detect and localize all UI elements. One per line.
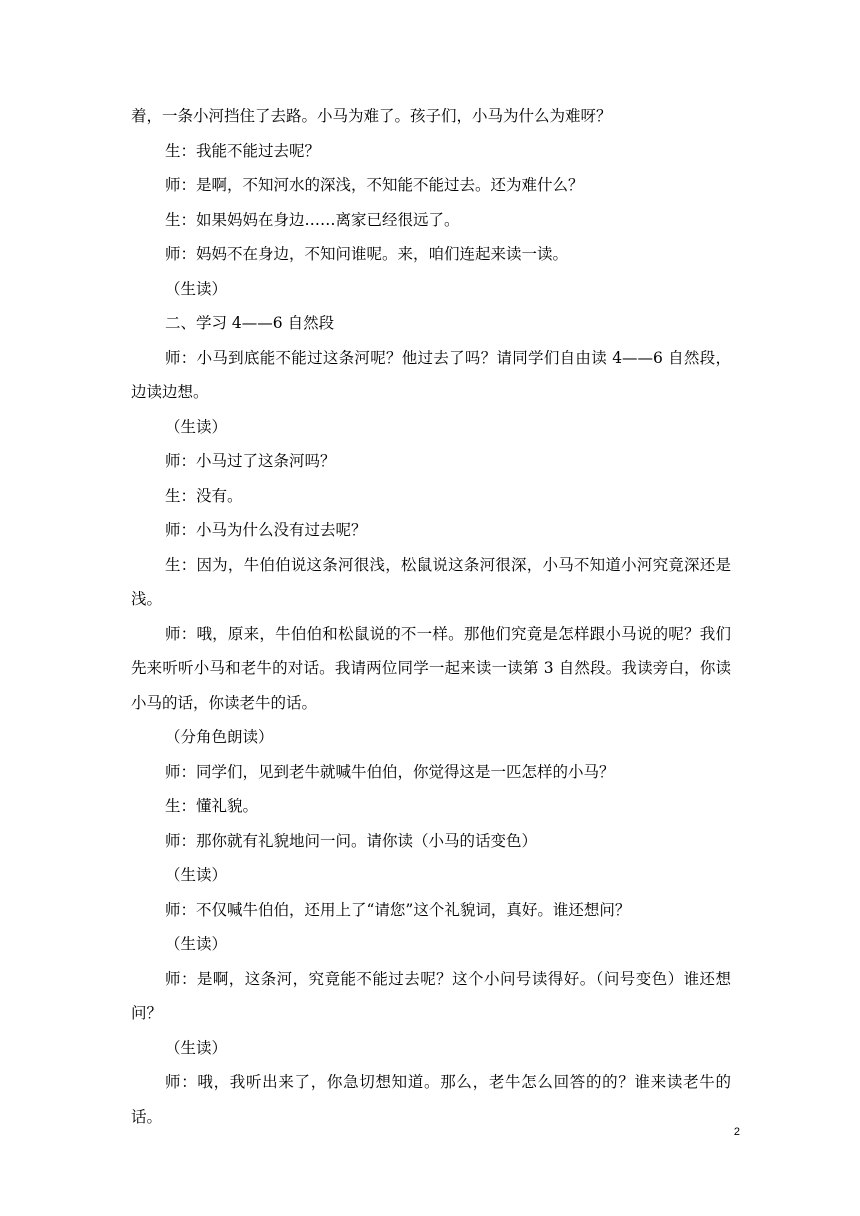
paragraph: 师：那你就有礼貌地问一问。请你读（小马的话变色）: [165, 831, 538, 850]
paragraph: 师：是啊，这条河，究竟能不能过去呢？这个小问号读得好。（问号变色）谁还想问？: [131, 969, 731, 1022]
paragraph: 生：没有。: [165, 486, 243, 505]
paragraph: 着，一条小河挡住了去路。小马为难了。孩子们，小马为什么为难呀？: [131, 107, 612, 125]
paragraph: （生读）: [165, 1038, 228, 1057]
paragraph: （分角色朗读）: [165, 728, 274, 746]
paragraph: （生读）: [165, 279, 228, 298]
paragraph: 师：不仅喊牛伯伯，还用上了“请您”这个礼貌词，真好。谁还想问？: [165, 900, 631, 919]
page-number: 2: [733, 1126, 740, 1138]
paragraph: （生读）: [165, 417, 228, 436]
paragraph: 师：小马到底能不能过这条河呢？他过去了吗？请同学们自由读 4——6 自然段，边读边想。: [131, 348, 731, 401]
paragraph: 师：小马过了这条河吗？: [165, 452, 336, 470]
paragraph: 生：我能不能过去呢？: [165, 141, 321, 160]
paragraph: 师：哦，我听出来了，你急切想知道。那么，老牛怎么回答的的？谁来读老牛的话。: [131, 1073, 731, 1126]
section-heading: 二、学习 4——6 自然段: [165, 314, 335, 332]
paragraph: 师：哦，原来，牛伯伯和松鼠说的不一样。那他们究竟是怎样跟小马说的呢？我们先来听听小马和老牛的对话。我请两位同学一起来读一读第 3 自然段。我读旁白，你读小马的话，你读老牛的话。: [131, 624, 731, 712]
paragraph: 生：因为，牛伯伯说这条河很浅，松鼠说这条河很深，小马不知道小河究竟深还是浅。: [131, 555, 731, 608]
paragraph: 师：同学们，见到老牛就喊牛伯伯，你觉得这是一匹怎样的小马？: [165, 762, 615, 781]
paragraph: 生：如果妈妈在身边……离家已经很远了。: [165, 210, 460, 229]
paragraph: 师：小马为什么没有过去呢？: [165, 521, 367, 539]
paragraph: （生读）: [165, 866, 228, 884]
paragraph: 师：是啊，不知河水的深浅，不知能不能过去。还为难什么？: [165, 176, 584, 194]
page-body: [131, 99, 731, 1134]
paragraph: 师：妈妈不在身边，不知问谁呢。来，咱们连起来读一读。: [165, 245, 569, 263]
paragraph: 生：懂礼貌。: [165, 797, 259, 815]
paragraph: （生读）: [165, 935, 228, 953]
